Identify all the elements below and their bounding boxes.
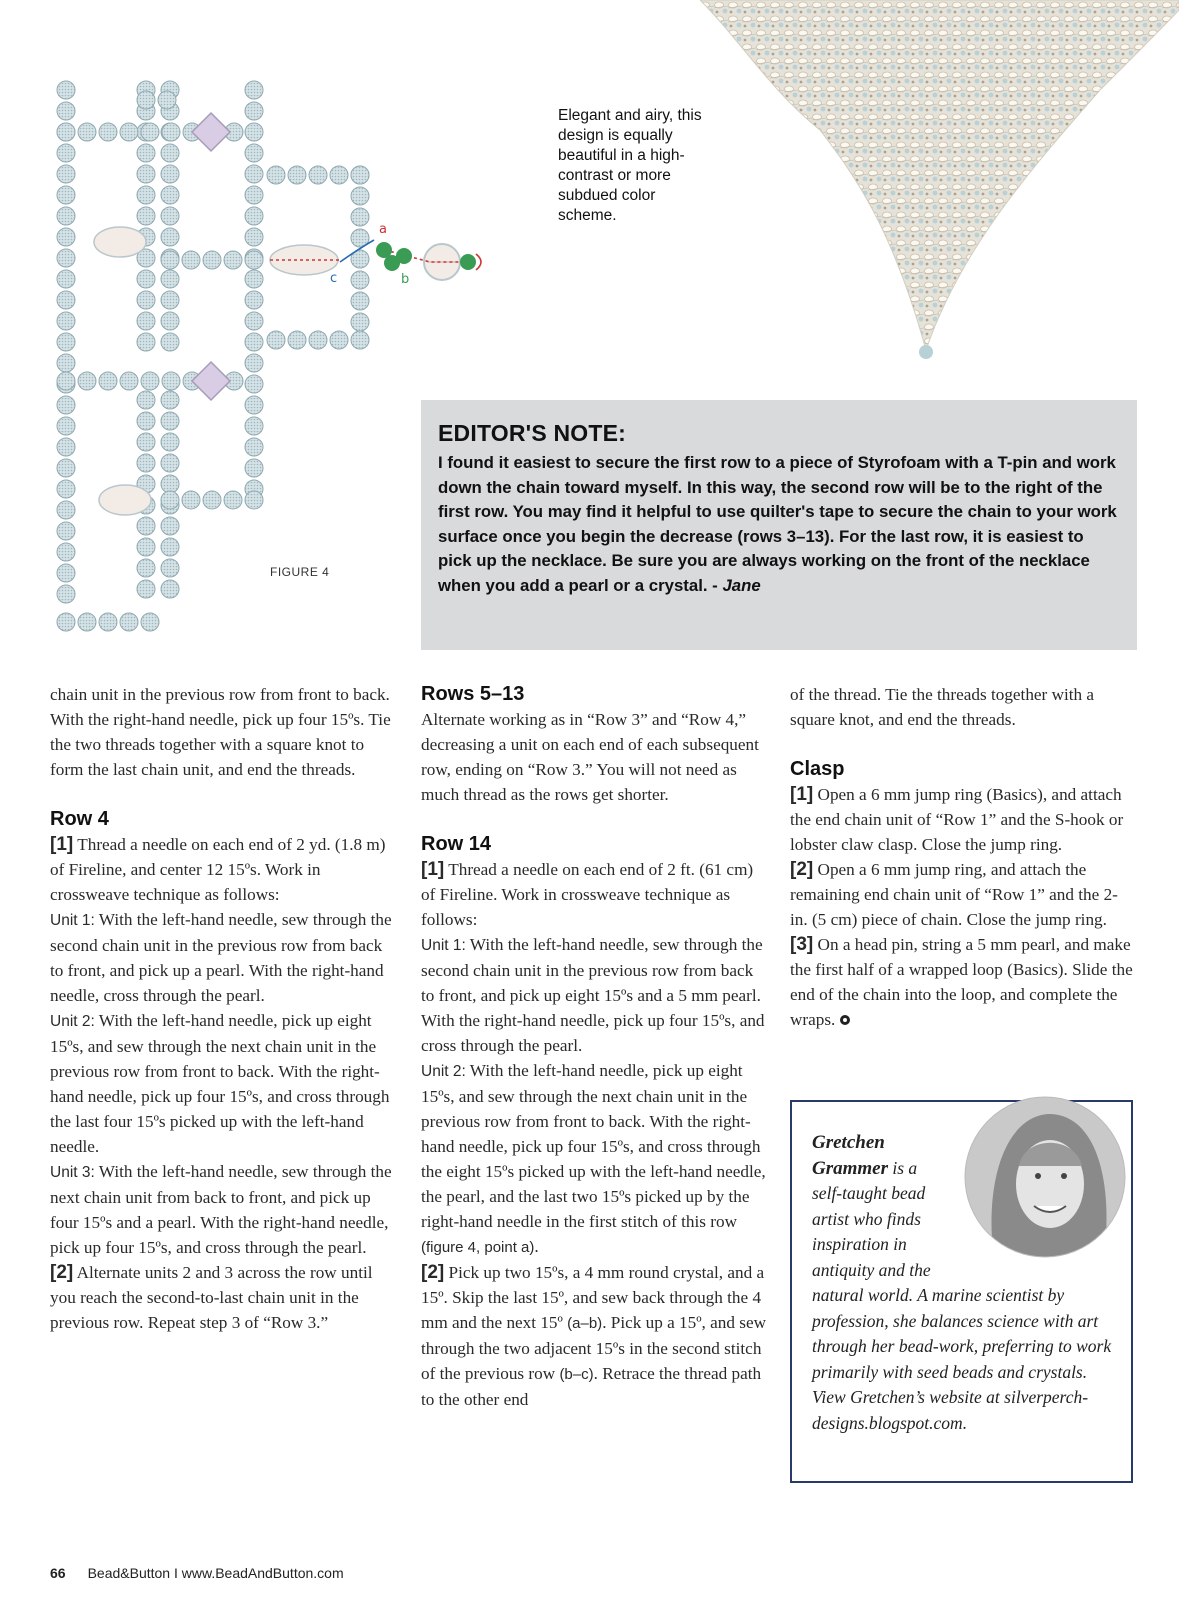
author-bio [812, 1130, 1117, 1436]
point-c-label: c [330, 271, 338, 286]
seed-bead [161, 491, 179, 509]
unit-text: With the left-hand needle, sew through the second chain unit in the previous row from back to front, and pick up eight 15ºs and a 5 mm pearl. With the right-hand needle, pick up four 15ºs, and cross through the pearl. [421, 935, 765, 1055]
seed-bead [351, 292, 369, 310]
unit-label: Unit 2: [50, 1013, 95, 1030]
step-number: [1] [790, 784, 814, 805]
seed-bead [309, 331, 327, 349]
seed-bead [57, 417, 75, 435]
seed-bead [162, 372, 180, 390]
seed-bead [57, 372, 75, 390]
unit-text: With the left-hand needle, pick up eight 15ºs, and sew through the next chain unit in the previous row from front to back. With the right-hand needle, pick up four 15ºs, and cross through the eight 15ºs picked up with the left-hand needle, the pearl, and the last two 15ºs picked up by the right-hand needle in the first stitch of this row [421, 1061, 766, 1231]
seed-bead [57, 438, 75, 456]
seed-bead [120, 613, 138, 631]
seed-bead [161, 291, 179, 309]
column-1 [50, 682, 395, 1335]
figure-reference: (figure 4, point a) [421, 1239, 535, 1256]
seed-bead [99, 372, 117, 390]
seed-bead [137, 538, 155, 556]
seed-bead [57, 501, 75, 519]
page-footer [50, 1565, 344, 1581]
step-text: Alternate units 2 and 3 across the row until you reach the second-to-last chain unit in the previous row. Repeat step 3 of “Row 3.” [50, 1263, 373, 1332]
seed-bead [245, 375, 263, 393]
seed-bead [161, 454, 179, 472]
clasp-heading: Clasp [790, 758, 845, 780]
seed-bead [245, 312, 263, 330]
column-2 [421, 682, 766, 1412]
seed-bead [78, 613, 96, 631]
seed-bead [57, 543, 75, 561]
seed-bead [224, 491, 242, 509]
seed-bead [161, 580, 179, 598]
step-text: Open a 6 mm jump ring, and attach the remaining end chain unit of “Row 1” and the 2-in. (5 cm) piece of chain. Close the jump ring. [790, 860, 1118, 929]
seed-bead [245, 396, 263, 414]
seed-bead [203, 491, 221, 509]
seed-bead [351, 271, 369, 289]
seed-bead [161, 228, 179, 246]
step-number: [1] [421, 859, 445, 880]
seed-bead [245, 270, 263, 288]
seed-bead [137, 580, 155, 598]
seed-bead [182, 251, 200, 269]
seed-bead [137, 91, 155, 109]
step-text: Pick up two 15ºs, a 4 mm round crystal, and a 15º. Skip the last 15º, and sew back through the 4 mm and the next 15º [421, 1263, 765, 1332]
seed-bead [245, 123, 263, 141]
step-text: Thread a needle on each end of 2 yd. (1.8 m) of Fireline, and center 12 15ºs. Work in crossweave technique as follows: [50, 835, 386, 904]
seed-bead [161, 538, 179, 556]
col3-intro: of the thread. Tie the threads together with a square knot, and end the threads. [790, 685, 1095, 729]
seed-bead [161, 144, 179, 162]
page-number: 66 [50, 1565, 66, 1581]
figure-label: FIGURE 4 [270, 565, 330, 579]
seed-bead [137, 207, 155, 225]
step-text: Thread a needle on each end of 2 ft. (61 cm) of Fireline. Work in crossweave technique as follows: [421, 860, 754, 929]
editor-note-heading: EDITOR'S NOTE: [438, 420, 627, 446]
seed-bead [57, 459, 75, 477]
seed-bead [137, 291, 155, 309]
author-bio-text: is a self-taught bead artist who finds inspiration in antiquity and the natural world. A marine scientist by profession, she balances science with art through her bead-work, preferring to work primarily with seed beads and crystals. View Gretchen’s website at silverperch-designs.blogspot.com. [812, 1157, 1112, 1433]
seed-bead [309, 166, 327, 184]
unit-text: With the left-hand needle, sew through the next chain unit from back to front, and pick up four 15ºs and a pearl. With the right-hand needle, pick up four 15ºs, and cross through the pearl. [50, 1162, 392, 1257]
unit-label: Unit 2: [421, 1063, 466, 1080]
seed-bead [245, 459, 263, 477]
seed-bead [330, 331, 348, 349]
seed-bead [137, 333, 155, 351]
unit-label: Unit 1: [421, 937, 466, 954]
seed-bead [141, 372, 159, 390]
row14-step1 [421, 857, 766, 932]
seed-bead [161, 165, 179, 183]
seed-bead [137, 270, 155, 288]
seed-bead [182, 491, 200, 509]
seed-bead [137, 312, 155, 330]
clasp-step3 [790, 932, 1135, 1032]
step-text: . Retrace the thread path to the other end [421, 1364, 762, 1409]
end-mark-icon [840, 1015, 850, 1025]
step-number: [2] [421, 1262, 445, 1283]
seed-bead [351, 313, 369, 331]
step-number: [2] [790, 859, 814, 880]
seed-bead [57, 585, 75, 603]
seed-bead [137, 144, 155, 162]
row14-unit1 [421, 932, 766, 1058]
seed-bead [224, 251, 242, 269]
seed-bead [57, 207, 75, 225]
rows-5-13-heading: Rows 5–13 [421, 683, 525, 705]
rows-5-13-text: Alternate working as in “Row 3” and “Row 4,” decreasing a unit on each end of each subsequent row, ending on “Row 3.” You will not need as much thread as the rows get shorter. [421, 710, 759, 804]
seed-bead [245, 291, 263, 309]
seed-bead [161, 475, 179, 493]
seed-bead [57, 480, 75, 498]
seed-bead [57, 522, 75, 540]
seed-bead [245, 491, 263, 509]
seed-bead [137, 165, 155, 183]
seed-bead [57, 312, 75, 330]
seed-bead [267, 331, 285, 349]
clasp-step2 [790, 857, 1135, 932]
unit-text: With the left-hand needle, sew through the second chain unit in the previous row from back to front, and pick up a pearl. With the right-hand needle, cross through the pearl. [50, 910, 392, 1005]
unit-label: Unit 1: [50, 912, 95, 929]
point-a-label: a [379, 222, 387, 237]
seed-bead [161, 517, 179, 535]
seed-bead [245, 251, 263, 269]
seed-bead [245, 354, 263, 372]
seed-bead [330, 166, 348, 184]
seed-bead [57, 228, 75, 246]
row4-step1 [50, 832, 395, 907]
editor-note-box [421, 400, 1137, 650]
seed-bead [161, 270, 179, 288]
seed-bead [245, 333, 263, 351]
seed-bead [267, 166, 285, 184]
seed-bead [137, 454, 155, 472]
seed-bead [245, 417, 263, 435]
seed-bead [245, 81, 263, 99]
seed-bead [161, 207, 179, 225]
photo-caption: Elegant and airy, this design is equally beautiful in a high-contrast or more subdued color scheme. [558, 107, 702, 224]
editor-note-body [438, 451, 1119, 598]
editor-note-signature: Jane [722, 575, 761, 595]
row14-step2 [421, 1260, 766, 1412]
seed-bead [351, 187, 369, 205]
seed-bead [245, 102, 263, 120]
seed-bead [137, 186, 155, 204]
seed-beads [57, 81, 369, 631]
seed-bead [137, 433, 155, 451]
seed-bead [351, 166, 369, 184]
seed-bead [245, 186, 263, 204]
unit-label: Unit 3: [50, 1164, 95, 1181]
seed-bead [57, 396, 75, 414]
seed-bead [203, 251, 221, 269]
step-text: On a head pin, string a 5 mm pearl, and make the first half of a wrapped loop (Basics). Slide the end of the chain into the loop, and complete the wraps. [790, 935, 1133, 1029]
col1-intro: chain unit in the previous row from front to back. With the right-hand needle, pick up four 15ºs. Tie the two threads together with a square knot to form the last chain unit, and end the threads. [50, 685, 391, 779]
seed-bead [78, 372, 96, 390]
step-text: Open a 6 mm jump ring (Basics), and attach the end chain unit of “Row 1” and the S-hook or lobster claw clasp. Close the jump ring. [790, 785, 1124, 854]
seed-bead [57, 165, 75, 183]
author-name: Gretchen Grammer [812, 1132, 888, 1179]
seed-bead [57, 249, 75, 267]
seed-bead [57, 564, 75, 582]
seed-bead [245, 228, 263, 246]
seed-bead [161, 251, 179, 269]
seed-bead [57, 123, 75, 141]
seed-bead [161, 412, 179, 430]
seed-bead [288, 166, 306, 184]
figure-reference-bc: (b–c) [559, 1366, 594, 1383]
seed-bead [158, 91, 176, 109]
seed-bead [137, 517, 155, 535]
point-b-label: b [401, 272, 410, 287]
seed-bead [120, 372, 138, 390]
seed-bead [99, 613, 117, 631]
row4-unit1 [50, 907, 395, 1008]
seed-bead [99, 123, 117, 141]
seed-bead [245, 144, 263, 162]
seed-bead [57, 186, 75, 204]
seed-bead [245, 207, 263, 225]
step-number: [3] [790, 934, 814, 955]
figure-reference-ab: (a–b) [567, 1315, 603, 1332]
seed-bead [141, 123, 159, 141]
seed-bead [161, 559, 179, 577]
seed-bead [245, 438, 263, 456]
step-number: [1] [50, 834, 74, 855]
seed-bead [57, 102, 75, 120]
seed-bead [57, 291, 75, 309]
seed-bead [351, 331, 369, 349]
seed-bead [57, 613, 75, 631]
author-bio-box [790, 1100, 1133, 1483]
row14-unit2: Unit 2: With the left-hand needle, pick up eight 15ºs, and sew through the next chain unit in the previous row from front to back. With the right-hand needle, pick up four 15ºs, and cross through the eight 15ºs picked up with the left-hand needle, the pearl, and the last two 15ºs picked up by the right-hand needle in the first stitch of this row (figure 4, point a). [421, 1061, 766, 1256]
seed-bead [78, 123, 96, 141]
column-3 [790, 682, 1135, 1032]
seed-bead [162, 123, 180, 141]
seed-bead [141, 613, 159, 631]
row14-heading: Row 14 [421, 833, 492, 855]
step-text: . Pick up a 15º, and sew through the two adjacent 15ºs in the second stitch of the previous row [421, 1313, 766, 1383]
seed-bead [351, 208, 369, 226]
unit-text: With the left-hand needle, pick up eight 15ºs, and sew through the next chain unit in the previous row from front to back. With the right-hand needle, pick up four 15ºs, and cross through the last four 15ºs picked up with the left-hand needle. [50, 1011, 390, 1156]
row4-step2 [50, 1260, 395, 1335]
seed-bead [137, 412, 155, 430]
clasp-step1 [790, 782, 1135, 857]
seed-bead [57, 81, 75, 99]
row4-unit2 [50, 1008, 395, 1159]
seed-bead [161, 433, 179, 451]
seed-bead [161, 333, 179, 351]
footer-text: Bead&Button I www.BeadAndButton.com [87, 1565, 344, 1581]
seed-bead [137, 391, 155, 409]
editor-note-text: I found it easiest to secure the first row to a piece of Styrofoam with a T-pin and work down the chain toward myself. In this way, the second row will be to the right of the first row. You may find it helpful to use quilter's tape to secure the chain to your work surface once you begin the decrease (rows 3–13). For the last row, it is easiest to pick up the necklace. Be sure you are always working on the front of the necklace when you add a pearl or a crystal. - [438, 453, 1117, 595]
row4-unit3 [50, 1159, 395, 1260]
seed-bead [137, 559, 155, 577]
seed-bead [120, 123, 138, 141]
seed-bead [288, 331, 306, 349]
row4-heading: Row 4 [50, 808, 109, 830]
seed-bead [161, 186, 179, 204]
step-number: [2] [50, 1262, 74, 1283]
seed-bead [245, 165, 263, 183]
seed-bead [57, 354, 75, 372]
seed-bead [161, 391, 179, 409]
seed-bead [57, 144, 75, 162]
seed-bead [57, 333, 75, 351]
necklace-photo [700, 0, 1179, 372]
seed-bead [161, 312, 179, 330]
seed-bead [57, 270, 75, 288]
